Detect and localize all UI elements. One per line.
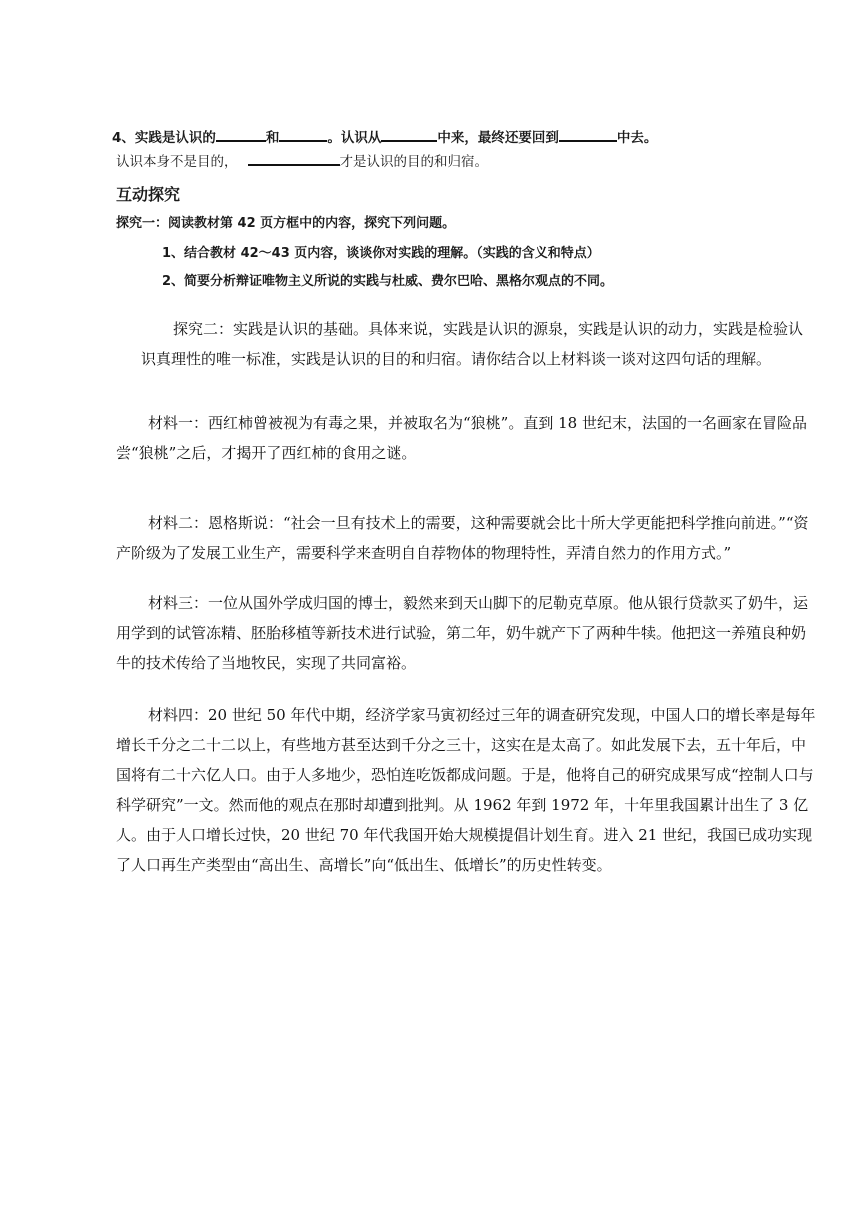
material-2: 材料二：恩格斯说：“社会一旦有技术上的需要，这种需要就会比十所大学更能把科学推向前进。”“资产阶级为了发展工业生产，需要科学来查明自自荐物体的物理特性，弄清自然力的作用方式。”: [116, 514, 809, 562]
probe-2-paragraph: 探究二：实践是认识的基础。具体来说，实践是认识的源泉，实践是认识的动力，实践是检验认识真理性的唯一标准，实践是认识的目的和归宿。请你结合以上材料谈一谈对这四句话的理解。: [141, 320, 804, 368]
q4-text-3: 中来，最终还要回到: [437, 130, 559, 146]
fill-blank-2[interactable]: [279, 127, 327, 142]
q4-text-2: 。认识从: [327, 130, 382, 146]
fill-blank-4[interactable]: [559, 127, 617, 142]
section-heading: 互动探究: [116, 185, 181, 204]
material-1: 材料一：西红柿曾被视为有毒之果，并被取名为“狼桃”。直到 18 世纪末，法国的一名画家在冒险品尝“狼桃”之后，才揭开了西红柿的食用之谜。: [116, 414, 807, 462]
probe-1-item-1: 1、结合教材 42～43 页内容，谈谈你对实践的理解。（实践的含义和特点）: [162, 246, 600, 261]
q4-text-1: 4、实践是认识的: [112, 130, 216, 146]
material-4: 材料四：20 世纪 50 年代中期，经济学家马寅初经过三年的调查研究发现，中国人口的增长率是每年增长千分之二十二以上，有些地方甚至达到千分之三十，这实在是太高了。如此发展下去，五十年后，中国将有二十六亿人口。由于人多地少，恐怕连吃饭都成问题。于是，他将自己的研究成果写成“控制人口与科学研究”一文。然而他的观点在那时却遭到批判。从 1962 年到 1972 年，十年里我国累计出生了 3 亿人。由于人口增长过快，20 世纪 70 年代我国开始大规模提倡计划生育。进入 21 世纪，我国已成功实现了人口再生产类型由“高出生、高增长”向“低出生、低增长”的历史性转变。: [116, 706, 816, 874]
fill-blank-5[interactable]: [248, 151, 340, 166]
material-3: 材料三：一位从国外学成归国的博士，毅然来到天山脚下的尼勒克草原。他从银行贷款买了奶牛，运用学到的试管冻精、胚胎移植等新技术进行试验，第二年，奶牛就产下了两种牛犊。他把这一养殖良种奶牛的技术传给了当地牧民，实现了共同富裕。: [116, 594, 809, 672]
probe-1-item-2: 2、简要分析辩证唯物主义所说的实践与杜威、费尔巴哈、黑格尔观点的不同。: [162, 274, 614, 289]
fill-blank-1[interactable]: [216, 127, 266, 142]
q4-line2-text-2: 才是认识的目的和归宿。: [339, 154, 488, 170]
question-4-line-1: [112, 126, 657, 146]
q4-text-4: 中去。: [616, 130, 658, 146]
q4-line2-text-1: 认识本身不是目的，: [116, 154, 238, 170]
question-4-line-2: [116, 150, 488, 170]
fill-blank-3[interactable]: [381, 127, 437, 142]
probe-1-title: 探究一：阅读教材第 42 页方框中的内容，探究下列问题。: [116, 216, 456, 231]
q4-text-and: 和: [265, 130, 280, 146]
